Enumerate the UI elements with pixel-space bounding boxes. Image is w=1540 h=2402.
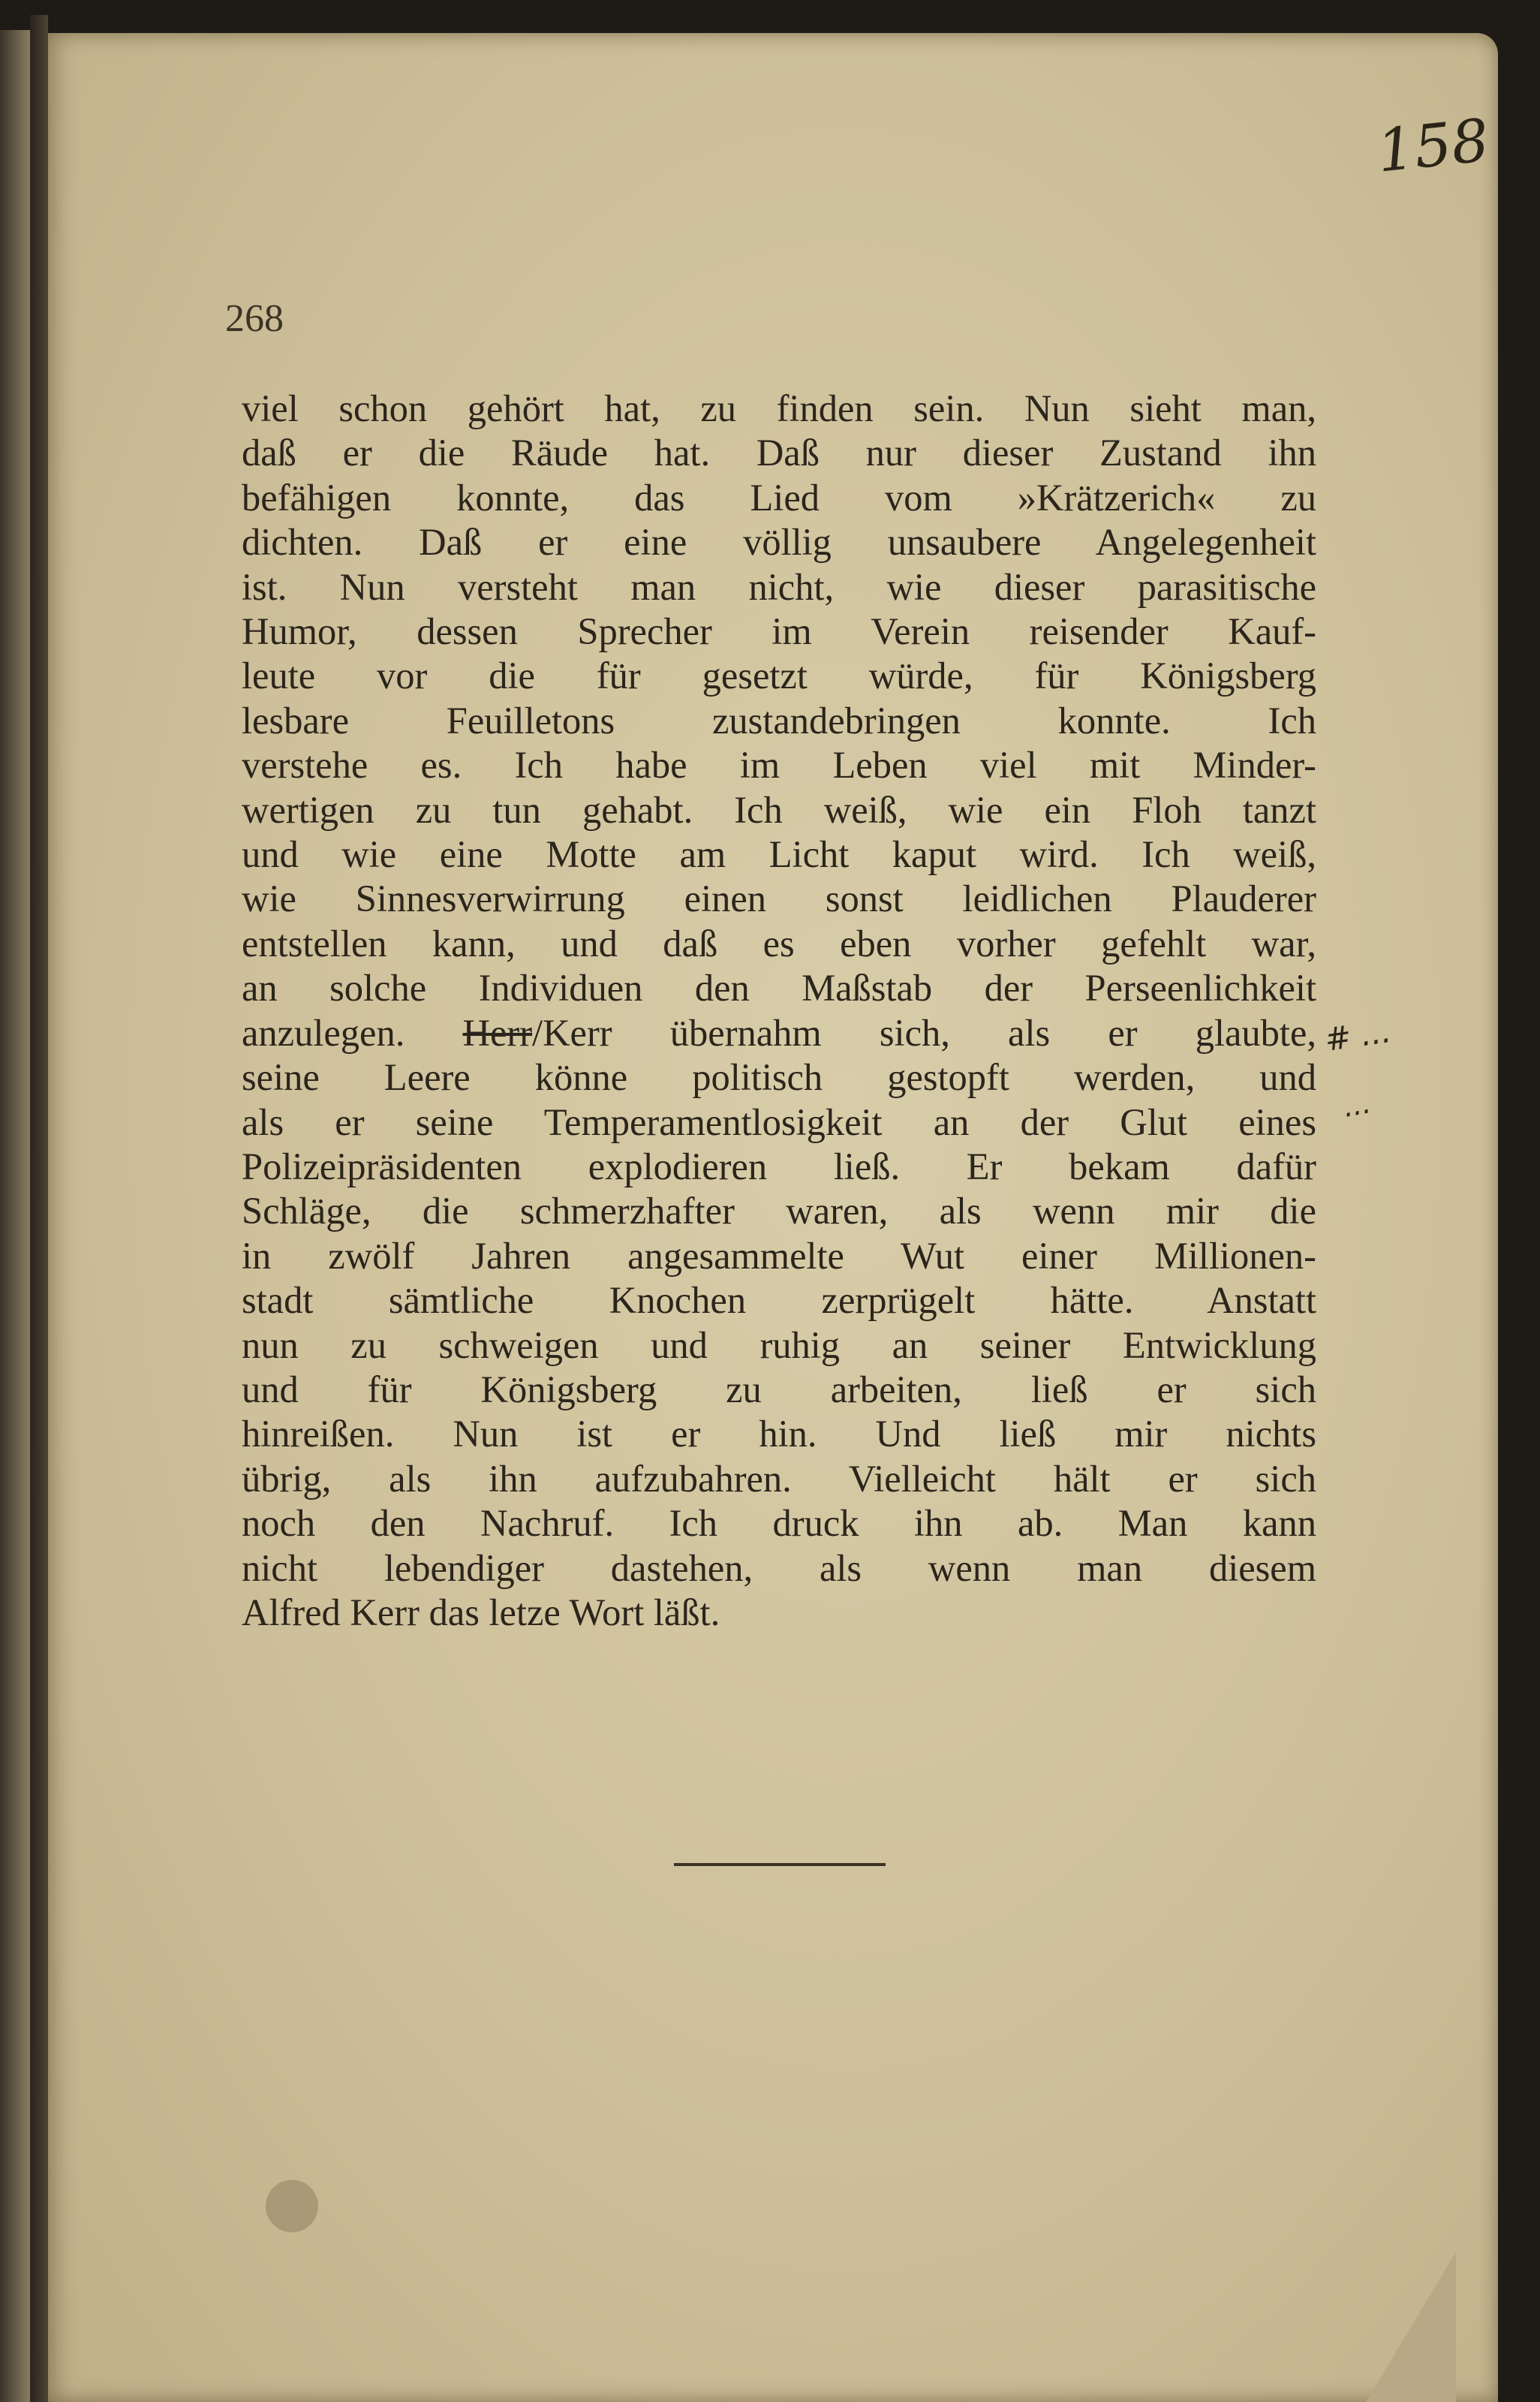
text-line: nicht lebendiger dastehen, als wenn man diesem — [242, 1546, 1316, 1589]
margin-annotation: ... — [1340, 1086, 1373, 1124]
text-line: ist. Nun versteht man nicht, wie dieser parasitische — [242, 565, 1316, 608]
text-fragment: /Kerr übernahm sich, als er glaubte, — [532, 1011, 1316, 1054]
text-line: stadt sämtliche Knochen zerprügelt hätte. Anstatt — [242, 1279, 1316, 1322]
section-divider-rule — [674, 1863, 886, 1866]
text-line: wie Sinnesverwirrung einen sonst leidlichen Plauderer — [242, 877, 1316, 920]
text-line: daß er die Räude hat. Daß nur dieser Zustand ihn — [242, 432, 1316, 474]
text-line: an solche Individuen den Maßstab der Perseenlichkeit — [242, 967, 1316, 1010]
text-line: noch den Nachruf. Ich druck ihn ab. Man kann — [242, 1502, 1316, 1545]
text-line: leute vor die für gesetzt würde, für Königsberg — [242, 655, 1316, 697]
text-line: seine Leere könne politisch gestopft werden, und — [242, 1056, 1316, 1099]
text-line: Polizeipräsidenten explodieren ließ. Er bekam dafür — [242, 1145, 1316, 1187]
text-line: befähigen konnte, das Lied vom »Krätzerich« zu — [242, 476, 1316, 519]
printed-page-number: 268 — [225, 297, 284, 340]
handwritten-folio-number: 158 — [1373, 107, 1493, 186]
text-line: dichten. Daß er eine völlig unsaubere Angelegenheit — [242, 521, 1316, 564]
left-page-edge — [0, 30, 30, 2402]
text-line: übrig, als ihn aufzubahren. Vielleicht hält er sich — [242, 1457, 1316, 1500]
text-line: hinreißen. Nun ist er hin. Und ließ mir nichts — [242, 1413, 1316, 1455]
text-fragment: anzulegen. — [242, 1011, 405, 1054]
text-line: als er seine Temperamentlosigkeit an der Glut eines — [242, 1100, 1316, 1143]
text-line: Alfred Kerr das letze Wort läßt. — [242, 1591, 720, 1633]
text-line: verstehe es. Ich habe im Leben viel mit Minder- — [242, 744, 1316, 787]
body-text — [242, 387, 1316, 1635]
text-line: und für Königsberg zu arbeiten, ließ er sich — [242, 1368, 1316, 1410]
text-line-correction — [242, 1011, 1316, 1055]
text-line: entstellen kann, und daß es eben vorher gefehlt war, — [242, 922, 1316, 965]
paper-stain — [266, 2180, 318, 2232]
text-line: Schläge, die schmerzhafter waren, als wenn mir die — [242, 1190, 1316, 1233]
book-gutter — [30, 15, 48, 2402]
text-line: und wie eine Motte am Licht kaput wird. Ich weiß, — [242, 833, 1316, 876]
text-line: lesbare Feuilletons zustandebringen konnte. Ich — [242, 699, 1316, 742]
text-line: viel schon gehört hat, zu finden sein. Nun sieht man, — [242, 387, 1316, 429]
page-corner — [1366, 2252, 1456, 2402]
struck-word: Herr — [462, 1011, 533, 1054]
margin-annotation: # ... — [1322, 1013, 1394, 1058]
text-line: nun zu schweigen und ruhig an seiner Entwicklung — [242, 1323, 1316, 1366]
text-line: Humor, dessen Sprecher im Verein reisender Kauf- — [242, 610, 1316, 653]
text-line: wertigen zu tun gehabt. Ich weiß, wie ein Floh tanzt — [242, 788, 1316, 831]
text-line: in zwölf Jahren angesammelte Wut einer Millionen- — [242, 1234, 1316, 1277]
